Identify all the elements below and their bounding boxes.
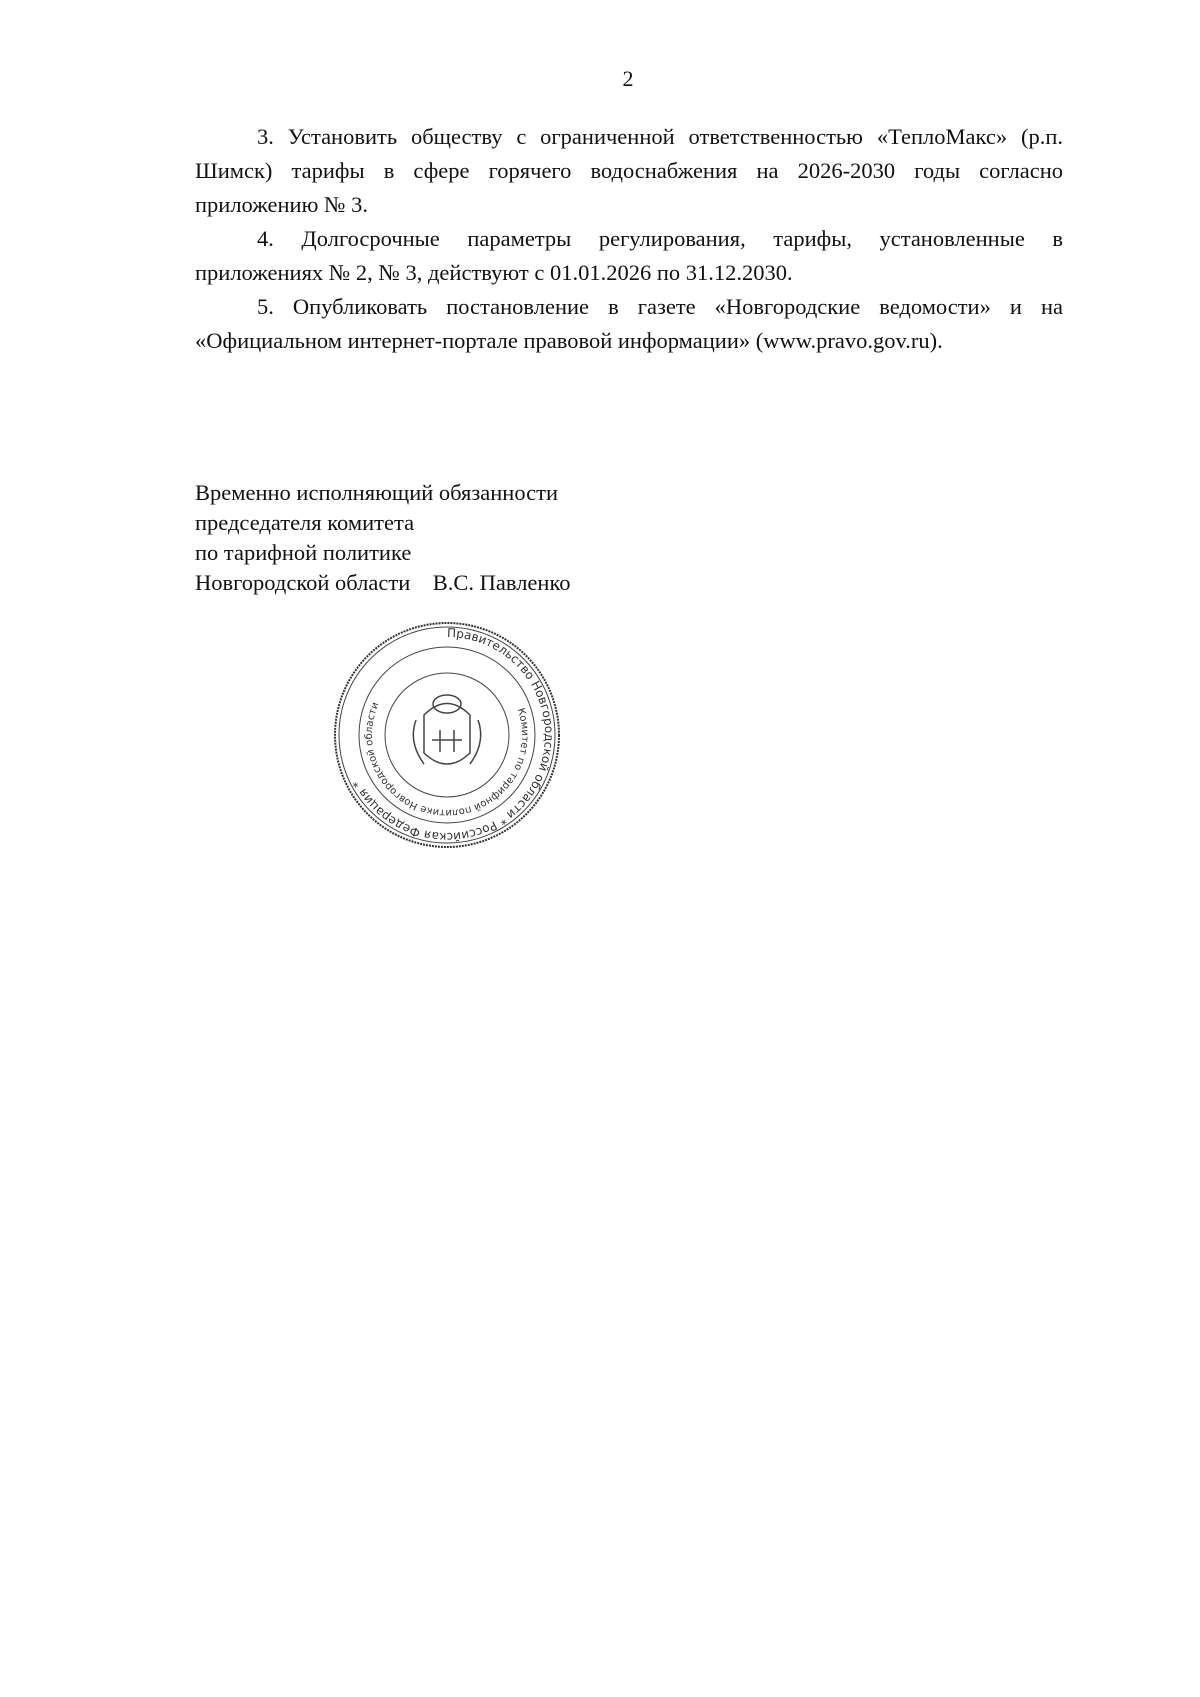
document-body xyxy=(195,120,1063,358)
paragraph-3: 3. Установить обществу с ограниченной ответственностью «ТеплоМакс» (р.п. Шимск) тарифы в сфере горячего водоснабжения на 2026-2030 годы согласно приложению № 3. xyxy=(195,124,1063,217)
signature-line: председателя комитета xyxy=(195,510,415,535)
paragraph-5: 5. Опубликовать постановление в газете «Новгородские ведомости» и на «Официальном интернет-портале правовой информации» (www.pravo.gov.ru). xyxy=(195,294,1063,353)
paragraph-4: 4. Долгосрочные параметры регулирования, тарифы, установленные в приложениях № 2, № 3, действуют с 01.01.2026 по 31.12.2030. xyxy=(195,226,1063,285)
signature-line: Временно исполняющий обязанности xyxy=(195,480,559,505)
signature-line: Новгородской области xyxy=(195,570,411,595)
signatory-name: В.С. Павленко xyxy=(432,570,571,595)
stamp-outer-text: Правительство Новгородской области * Российская Федерация * xyxy=(349,625,557,845)
page-number: 2 xyxy=(622,66,634,91)
official-stamp xyxy=(332,620,562,850)
signature-block xyxy=(195,478,571,598)
stamp-inner-text: Комитет по тарифной политике Новгородской области xyxy=(363,700,531,819)
coat-of-arms-icon xyxy=(413,695,480,764)
signature-line: по тарифной политике xyxy=(195,540,412,565)
